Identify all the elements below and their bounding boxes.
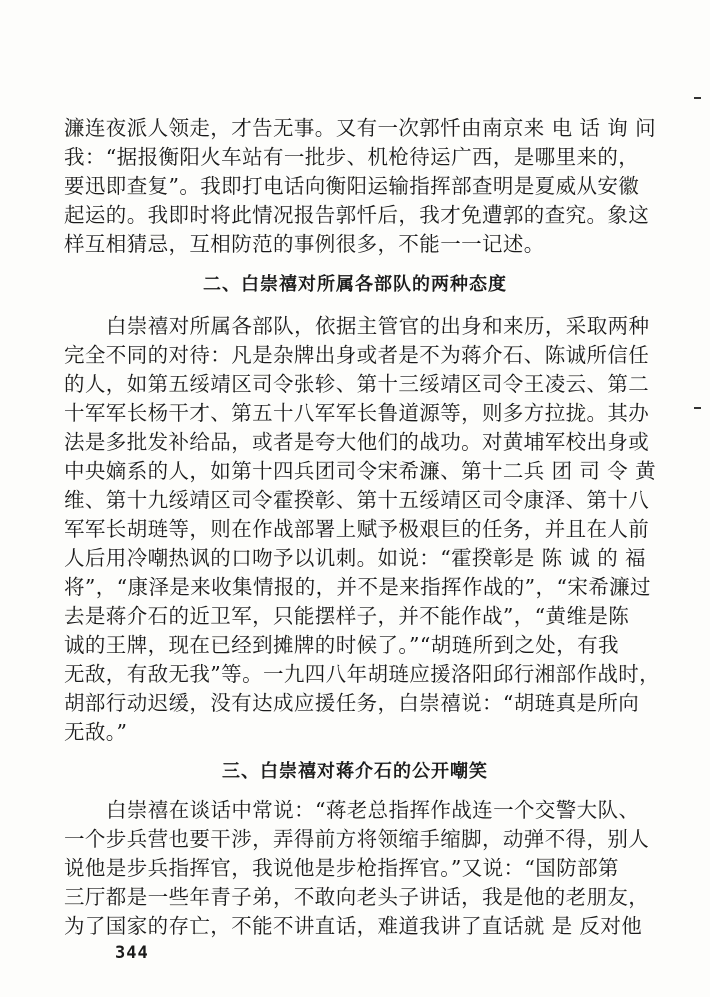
- text-line: 去是蒋介石的近卫军，只能摆样子，并不能作战”，“黄维是陈: [64, 604, 630, 628]
- page-number: 344: [115, 943, 149, 963]
- text-line: 将”，“康泽是来收集情报的，并不是来指挥作战的”，“宋希濂过: [64, 575, 651, 599]
- text-line: 无敌，有敌无我”等。一九四八年胡琏应援洛阳邱行湘部作战时，: [64, 662, 661, 686]
- text-line: 维、第十九绥靖区司令霍揆彰、第十五绥靖区司令康泽、第十八: [64, 488, 650, 512]
- text-line: 白崇禧对所属各部队，依据主管官的出身和来历，采取两种: [106, 314, 650, 338]
- text-line: 濂连夜派人领走，才告无事。又有一次郭忏由南京来 电 话 询 问: [64, 116, 656, 140]
- text-line: 中央嫡系的人，如第十四兵团司令宋希濂、第十二兵 团 司 令 黄: [64, 459, 656, 483]
- scan-mark: [694, 97, 701, 99]
- text-line: 完全不同的对待：凡是杂牌出身或者是不为蒋介石、陈诚所信任: [64, 343, 650, 367]
- text-line: 起运的。我即时将此情况报告郭忏后，我才免遭郭的查究。象这: [64, 203, 650, 227]
- text-line: 的人，如第五绥靖区司令张轸、第十三绥靖区司令王凌云、第二: [64, 372, 650, 396]
- text-line: 白崇禧在谈话中常说：“蒋老总指挥作战连一个交警大队、: [106, 798, 640, 822]
- text-line: 三厅都是一些年青子弟，不敢向老头子讲话，我是他的老朋友，: [64, 885, 650, 909]
- section-heading: 三、白崇禧对蒋介石的公开嘲笑: [222, 761, 488, 782]
- text-line: 人后用冷嘲热讽的口吻予以讥刺。如说：“霍揆彰是 陈 诚 的 福: [64, 546, 646, 570]
- text-line: 十军军长杨干才、第五十八军军长鲁道源等，则多方拉拢。其办: [64, 401, 650, 425]
- scan-mark: [694, 407, 701, 409]
- text-line: 一个步兵营也要干涉，弄得前方将领缩手缩脚，动弹不得，别人: [64, 827, 650, 851]
- section-heading: 二、白崇禧对所属各部队的两种态度: [203, 274, 507, 295]
- text-line: 说他是步兵指挥官，我说他是步枪指挥官。”又说：“国防部第: [64, 856, 619, 880]
- text-line: 法是多批发补给品，或者是夸大他们的战功。对黄埔军校出身或: [64, 430, 650, 454]
- text-line: 胡部行动迟缓，没有达成应援任务，白崇禧说：“胡琏真是所向: [64, 691, 640, 715]
- text-line: 诚的王牌，现在已经到摊牌的时候了。”“胡琏所到之处，有我: [64, 633, 619, 657]
- text-line: 军军长胡琏等，则在作战部署上赋予极艰巨的任务，并且在人前: [64, 517, 650, 541]
- text-line: 要迅即查复”。我即打电话向衡阳运输指挥部查明是夏威从安徽: [64, 174, 640, 198]
- text-line: 样互相猜忌，互相防范的事例很多，不能一一记述。: [64, 232, 545, 256]
- text-line: 为了国家的存亡，不能不讲直话，难道我讲了直话就 是 反对他: [64, 914, 643, 938]
- text-line: 我：“据报衡阳火车站有一批步、机枪待运广西，是哪里来的，: [64, 145, 640, 169]
- text-line: 无敌。”: [64, 720, 128, 744]
